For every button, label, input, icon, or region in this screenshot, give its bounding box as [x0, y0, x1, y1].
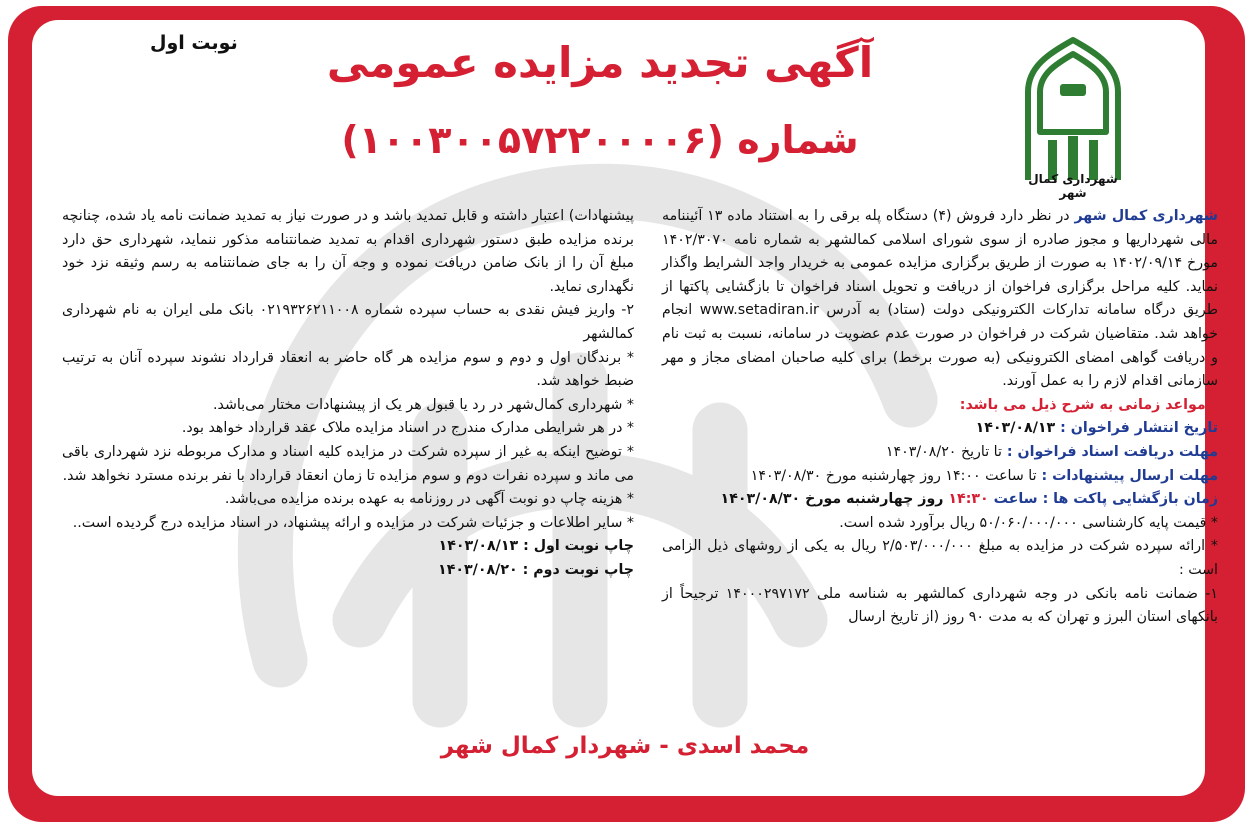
mayor-signature: محمد اسدی - شهردار کمال شهر	[440, 733, 810, 759]
submit-deadline-row	[662, 465, 1218, 489]
condition-item: * هزینه چاپ دو نوبت آگهی در روزنامه به عهده برنده مزایده می‌باشد.	[224, 491, 634, 508]
opening-time-hour: ۱۴:۳۰	[948, 491, 989, 508]
auction-number: شماره (۱۰۰۳۰۰۵۷۲۲۰۰۰۰۶)	[341, 118, 859, 162]
opening-time-value: روز چهارشنبه مورخ ۱۴۰۳/۰۸/۳۰	[720, 491, 949, 508]
opening-time-row	[662, 488, 1218, 512]
guarantee-continuation: پیشنهادات) اعتبار داشته و قابل تمدید باشد و در صورت نیاز به تمدید ضمانت نامه یاد شده، چنانچه برنده مزایده طبق دستور شهرداری اقدام به تمدید ضمانتنامه مذکور ننماید، شهرداری حق دارد مبلغ آن را از بانک ضامن دریافت نموده و وجه آن را به جای ضمانتنامه به رسم وثیقه نزد خود نگهداری نماید.	[62, 208, 634, 295]
publish-date-row	[662, 417, 1218, 441]
submit-deadline-label: مهلت ارسال پیشنهادات :	[1036, 467, 1218, 484]
condition-item: * توضیح اینکه به غیر از سپرده شرکت در مزایده کلیه اسناد و مدارک مربوطه نزد شهرداری باقی می ماند و سپرده نفرات دوم و سوم مزایده تا زمان انعقاد قرارداد با نفر برنده مسترد نخواهد شد.	[62, 443, 634, 484]
deposit-requirement: * ارائه سپرده شرکت در مزایده به مبلغ ۲/۵۰۳/۰۰۰/۰۰۰ ریال به یکی از روشهای ذیل الزامی است :	[662, 538, 1219, 578]
condition-item: * شهرداری کمال‌شهر در رد یا قبول هر یک از پیشنهادات مختار می‌باشد.	[213, 396, 634, 413]
intro-paragraph	[662, 205, 1218, 394]
intro-text: در نظر دارد فروش (۴) دستگاه پله برقی را به استناد ماده ۱۳ آئیننامه مالی شهرداریها و مجوز صادره از سوی شورای اسلامی کمالشهر به شماره نامه ۱۴۰۲/۳۰۷۰ مورخ ۱۴۰۲/۰۹/۱۴ به صورت از طریق برگزاری مزایده عمومی به خریدار واجد الشرایط واگذار نماید. کلیه مراحل برگزاری فراخوان از دریافت و تحویل اسناد فراخوان تا بازگشایی پاکتها از طریق درگاه سامانه تدارکات الکترونیکی دولت (ستاد) به آدرس www.setadiran.ir انجام خواهد شد. متقاضیان شرکت در فراخوان در صورت عدم عضویت در سامانه، نسبت به ثبت نام و دریافت گواهی امضای الکترونیکی (به صورت برخط) برای کلیه صاحبان امضای مجاز و مهر سازمانی اقدام لازم را به عمل آورند.	[662, 208, 1218, 390]
base-price: * قیمت پایه کارشناسی ۵۰/۰۶۰/۰۰۰/۰۰۰ ریال برآورد شده است.	[839, 514, 1218, 531]
right-column	[662, 205, 1218, 630]
opening-time-label: زمان بازگشایی پاکت ها : ساعت	[988, 491, 1218, 508]
print-first-date: چاپ نوبت اول : ۱۴۰۳/۰۸/۱۳	[438, 538, 634, 555]
notice-title: آگهی تجدید مزایده عمومی	[326, 38, 874, 87]
print-second-date: چاپ نوبت دوم : ۱۴۰۳/۰۸/۲۰	[438, 561, 634, 578]
condition-item: * در هر شرایطی مدارک مندرج در اسناد مزایده ملاک عقد قرارداد خواهد بود.	[181, 420, 634, 437]
schedule-heading: * مواعد زمانی به شرح ذیل می باشد:	[959, 396, 1218, 413]
docs-deadline-label: مهلت دریافت اسناد فراخوان :	[1001, 443, 1218, 460]
round-label: نوبت اول	[150, 32, 238, 54]
intro-org: شهرداری کمال شهر	[1074, 208, 1218, 224]
bank-guarantee: ۱- ضمانت نامه بانکی در وجه شهرداری کمالشهر به شناسه ملی ۱۴۰۰۰۲۹۷۱۷۲ ترجیحاً از بانکهای استان البرز و تهران که به مدت ۹۰ روز (از تاریخ ارسال	[662, 585, 1218, 626]
condition-item: * سایر اطلاعات و جزئیات شرکت در مزایده و ارائه پیشنهاد، در اسناد مزایده درج گردیده است..	[72, 514, 634, 531]
cash-deposit: ۲- واریز فیش نقدی به حساب سپرده شماره ۰۲۱۹۳۲۶۲۱۱۰۰۸ بانک ملی ایران به نام شهرداری کمالشهر	[62, 302, 634, 342]
docs-deadline-row	[662, 441, 1218, 465]
condition-item: * برندگان اول و دوم و سوم مزایده هر گاه حاضر به انعقاد قرارداد نشوند سپرده آنان به ترتیب ضبط خواهد شد.	[62, 349, 634, 390]
docs-deadline-value: تا تاریخ ۱۴۰۳/۰۸/۲۰	[885, 443, 1002, 460]
publish-date-value: ۱۴۰۳/۰۸/۱۳	[975, 420, 1056, 437]
submit-deadline-value: تا ساعت ۱۴:۰۰ روز چهارشنبه مورخ ۱۴۰۳/۰۸/۳۰	[750, 467, 1037, 484]
publish-date-label: تاریخ انتشار فراخوان :	[1055, 420, 1218, 437]
municipality-logo	[1018, 22, 1128, 192]
logo-caption: شهرداری کمال شهر	[1028, 172, 1118, 200]
left-column	[62, 205, 634, 583]
